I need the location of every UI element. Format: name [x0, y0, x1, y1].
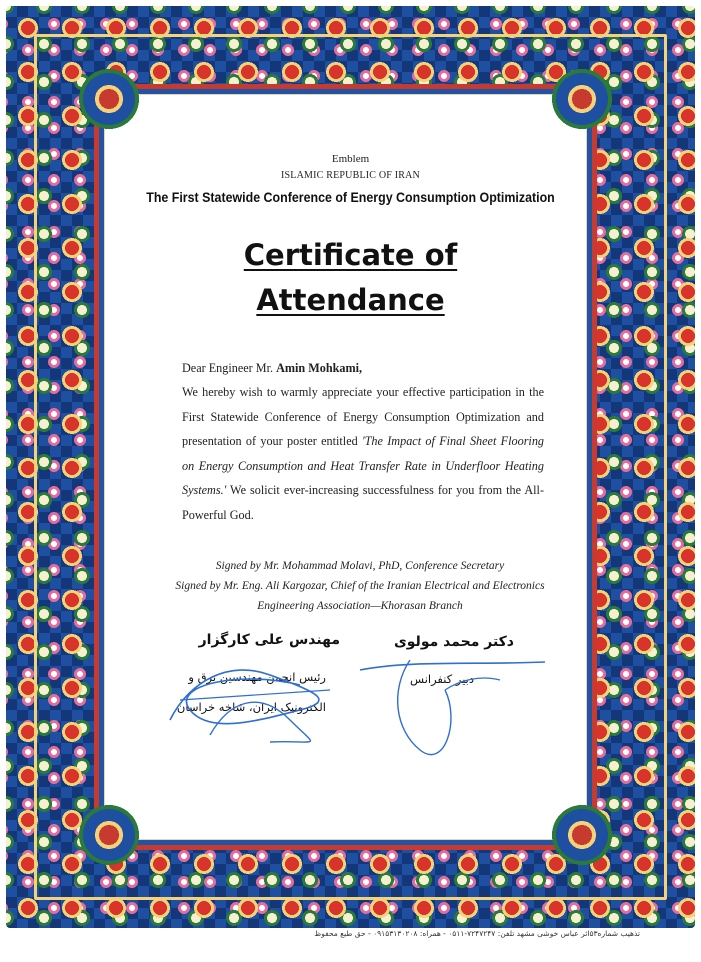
corner-medallion [49, 775, 169, 895]
signed-by-chief: Signed by Mr. Eng. Ali Kargozar, Chief of the Iranian Electrical and Electronics Engineering Association—Khorasan Branch [175, 580, 545, 612]
signature-right [350, 640, 550, 760]
signatory-right-role: دبیر کنفرانس [410, 672, 474, 686]
corner-medallion [522, 775, 642, 895]
signatory-left-role-line2: الکترونیک ایران، شاخه خراسان [176, 700, 326, 714]
country-name: ISLAMIC REPUBLIC OF IRAN [281, 170, 420, 181]
signed-by-secretary: Signed by Mr. Mohammad Molavi, PhD, Conference Secretary [215, 560, 505, 572]
corner-medallion [522, 39, 642, 159]
recipient-name: Amin Mohkami, [276, 361, 363, 375]
salutation [182, 356, 544, 381]
printer-credit-footer: تذهیب شماره۵۳اثر عباس خوشی مشهد تلفن: ۷۲۴۷۲۴۷-۰۵۱۱ - همراه: ۰۹۱۵۳۱۳۰۲۰۸ - حق طبع محفوظ [314, 929, 640, 938]
body-paragraph [182, 380, 544, 528]
signatory-left-name: مهندس علی کارگزار [198, 632, 340, 648]
conference-name: The First Statewide Conference of Energy Consumption Optimization [146, 190, 555, 205]
paragraph-start: We hereby wish to warmly appreciate your effective participation in the First Statewide Conference of Energy Consumption Optimization and presentation of your poster entitled [182, 385, 544, 449]
paragraph-end: We solicit ever-increasing successfulness for you from the All-Powerful God. [182, 483, 544, 522]
corner-medallion [49, 39, 169, 159]
emblem-label: Emblem [331, 153, 370, 165]
salutation-prefix: Dear Engineer Mr. [182, 361, 274, 375]
signatory-right-name: دکتر محمد مولوی [393, 634, 514, 650]
signature-left [150, 640, 350, 750]
certificate-title-line1: Certificate of [243, 238, 458, 272]
signatory-left-role-line1: رئیس انجمن مهندسین برق و [188, 670, 326, 684]
certificate-title-line2: Attendance [256, 283, 445, 317]
poster-title: 'The Impact of Final Sheet Flooring on Energy Consumption and Heat Transfer Rate in Underfloor Heating Systems.' [182, 434, 545, 498]
